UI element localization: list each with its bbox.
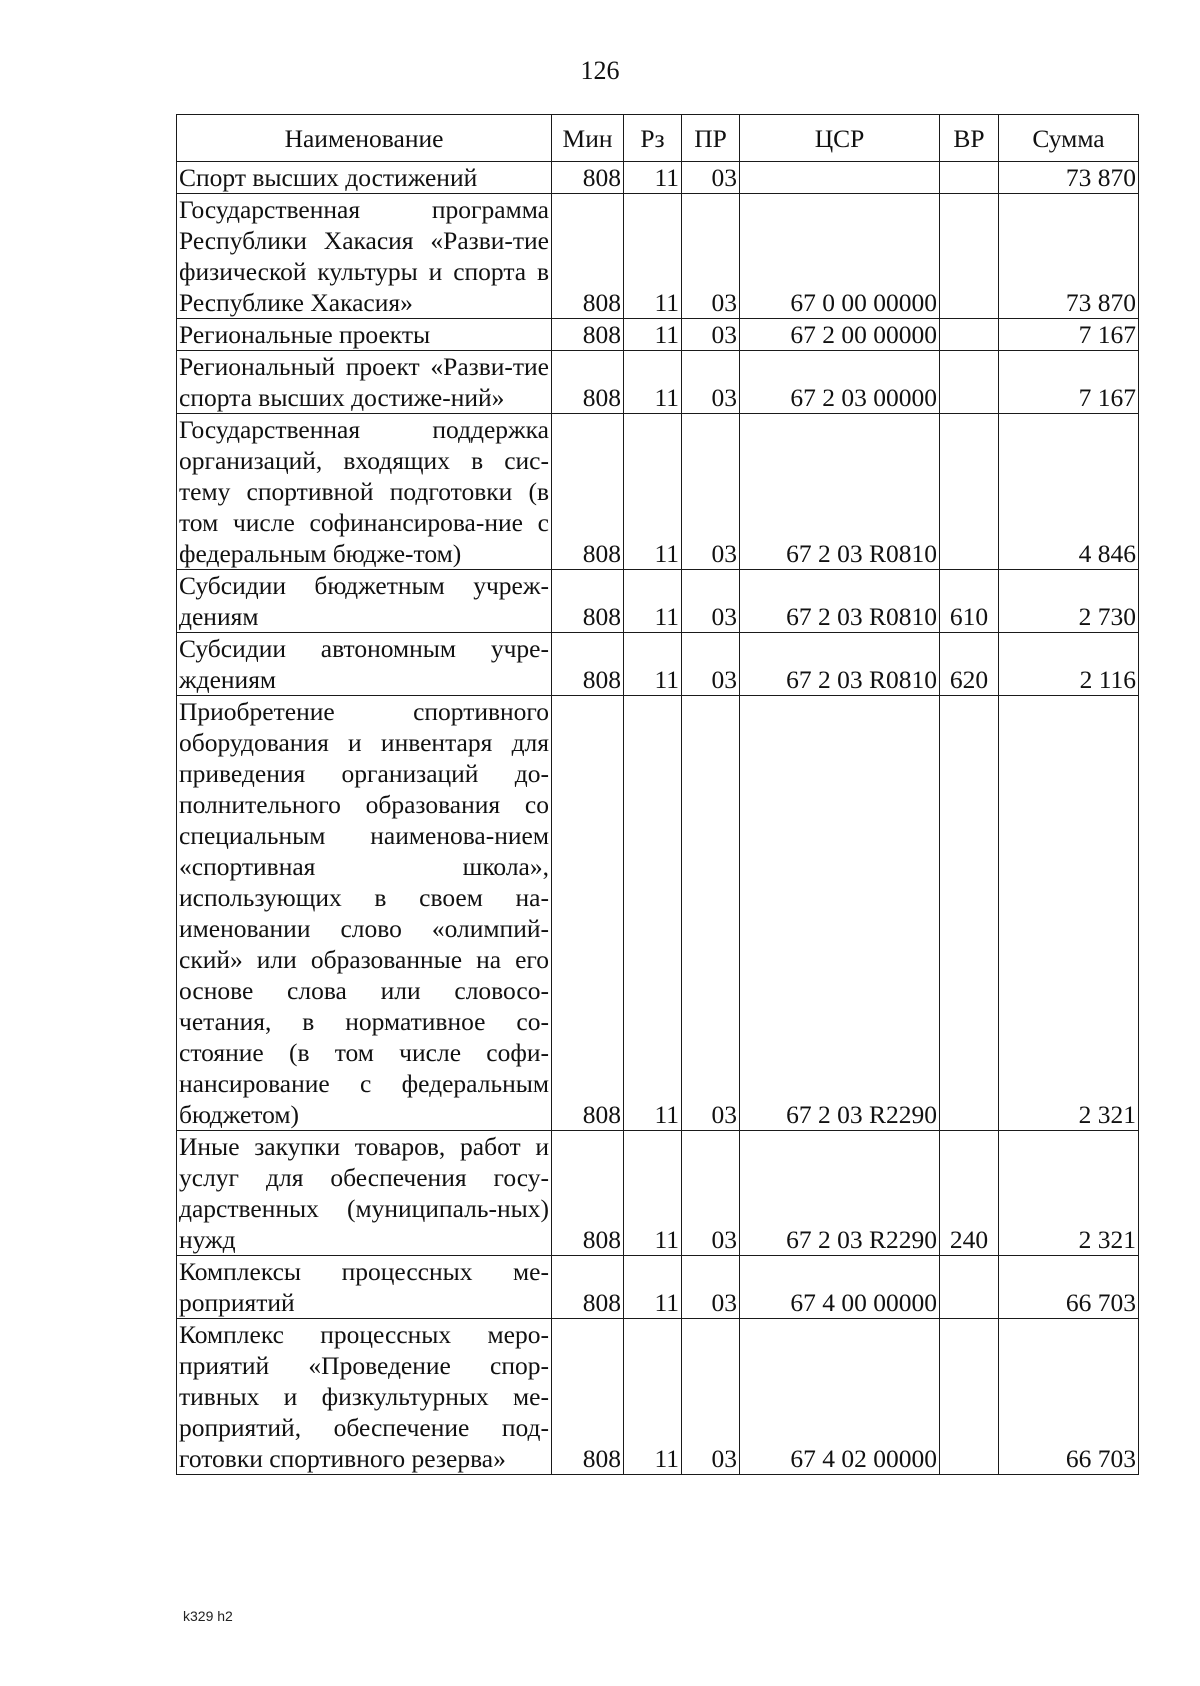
row-pr: 03 [682,162,740,194]
row-min: 808 [552,351,624,414]
row-vr [940,1256,999,1319]
row-csr: 67 2 03 R2290 [740,696,940,1131]
row-csr: 67 2 03 R2290 [740,1131,940,1256]
row-sum: 73 870 [999,194,1139,319]
row-csr: 67 2 00 00000 [740,319,940,351]
row-name: Приобретение спортивного оборудования и инвентаря для приведения организаций до-полнительного образования со специальным наименова-нием «спортивная школа», использующих в своем на-именовании слово «олимпий-ский» или образованные на его основе слова или словосо-четания, в нормативное со-стояние (в том числе софи-нансирование с федеральным бюджетом) [177,696,552,1131]
row-rz: 11 [624,696,682,1131]
page-number: 126 [580,56,620,85]
row-min: 808 [552,194,624,319]
row-pr: 03 [682,633,740,696]
row-vr [940,319,999,351]
row-rz: 11 [624,633,682,696]
header-vr: ВР [940,115,999,162]
table-row [177,1131,1139,1256]
row-min: 808 [552,633,624,696]
row-pr: 03 [682,1131,740,1256]
row-name: Государственная поддержка организаций, входящих в сис-тему спортивной подготовки (в том числе софинансирова-ние с федеральным бюдже-том) [177,414,552,570]
header-pr: ПР [682,115,740,162]
row-csr: 67 2 03 R0810 [740,633,940,696]
row-name: Комплекс процессных меро-приятий «Проведение спор-тивных и физкультурных ме-роприятий, обеспечение под-готовки спортивного резерва» [177,1319,552,1475]
row-name: Спорт высших достижений [177,162,552,194]
row-min: 808 [552,319,624,351]
row-rz: 11 [624,1319,682,1475]
row-name: Комплексы процессных ме-роприятий [177,1256,552,1319]
header-csr: ЦСР [740,115,940,162]
row-vr [940,162,999,194]
row-vr: 620 [940,633,999,696]
row-min: 808 [552,696,624,1131]
row-csr: 67 2 03 00000 [740,351,940,414]
row-rz: 11 [624,351,682,414]
row-name: Субсидии автономным учре-ждениям [177,633,552,696]
table-row [177,696,1139,1131]
row-sum: 2 116 [999,633,1139,696]
table-row [177,319,1139,351]
row-vr [940,414,999,570]
row-min: 808 [552,570,624,633]
row-vr [940,1319,999,1475]
row-sum: 2 321 [999,696,1139,1131]
row-sum: 66 703 [999,1256,1139,1319]
budget-table [176,114,1139,1475]
row-rz: 11 [624,319,682,351]
table-row [177,570,1139,633]
row-vr [940,696,999,1131]
table-row [177,1319,1139,1475]
row-pr: 03 [682,414,740,570]
row-vr [940,351,999,414]
row-min: 808 [552,162,624,194]
row-pr: 03 [682,319,740,351]
row-rz: 11 [624,1131,682,1256]
row-pr: 03 [682,1256,740,1319]
row-csr: 67 4 00 00000 [740,1256,940,1319]
row-pr: 03 [682,194,740,319]
row-name: Иные закупки товаров, работ и услуг для обеспечения госу-дарственных (муниципаль-ных) нужд [177,1131,552,1256]
row-rz: 11 [624,162,682,194]
row-csr: 67 2 03 R0810 [740,414,940,570]
row-csr: 67 4 02 00000 [740,1319,940,1475]
row-sum: 4 846 [999,414,1139,570]
row-sum: 7 167 [999,351,1139,414]
row-min: 808 [552,1319,624,1475]
row-vr: 610 [940,570,999,633]
row-name: Государственная программа Республики Хакасия «Разви-тие физической культуры и спорта в Республике Хакасия» [177,194,552,319]
header-name: Наименование [177,115,552,162]
row-min: 808 [552,1131,624,1256]
row-rz: 11 [624,570,682,633]
header-rz: Рз [624,115,682,162]
row-csr: 67 0 00 00000 [740,194,940,319]
row-rz: 11 [624,414,682,570]
table-row [177,414,1139,570]
table-row [177,633,1139,696]
row-rz: 11 [624,194,682,319]
row-sum: 2 321 [999,1131,1139,1256]
row-csr: 67 2 03 R0810 [740,570,940,633]
row-name: Субсидии бюджетным учреж-дениям [177,570,552,633]
row-pr: 03 [682,1319,740,1475]
table-header-row [177,115,1139,162]
header-min: Мин [552,115,624,162]
row-sum: 2 730 [999,570,1139,633]
row-name: Региональный проект «Разви-тие спорта высших достиже-ний» [177,351,552,414]
row-vr: 240 [940,1131,999,1256]
header-sum: Сумма [999,115,1139,162]
row-min: 808 [552,414,624,570]
table-row [177,162,1139,194]
row-rz: 11 [624,1256,682,1319]
row-sum: 66 703 [999,1319,1139,1475]
table-row [177,1256,1139,1319]
row-pr: 03 [682,351,740,414]
row-csr [740,162,940,194]
row-vr [940,194,999,319]
table-row [177,351,1139,414]
row-min: 808 [552,1256,624,1319]
row-sum: 7 167 [999,319,1139,351]
row-sum: 73 870 [999,162,1139,194]
row-pr: 03 [682,570,740,633]
footer-code: k329 h2 [183,1608,233,1624]
table-row [177,194,1139,319]
row-pr: 03 [682,696,740,1131]
row-name: Региональные проекты [177,319,552,351]
